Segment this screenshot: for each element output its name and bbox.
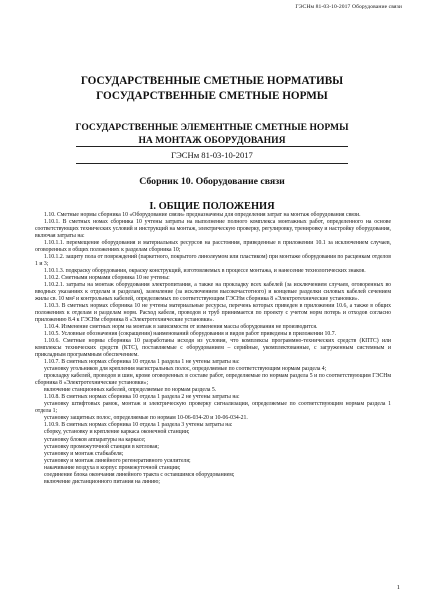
paragraph: 1.10.1.1. перемещение оборудования и материальных ресурсов на расстояния, приведенные в приложении 10.1 за исключением случаев, оговоренных в общих положениях к разделам сборника 10; bbox=[35, 240, 391, 254]
paragraph: накачивание воздуха в корпус промежуточной станции; bbox=[44, 464, 181, 471]
paragraph: соединение блока окончания линейного тракта с оставшимся оборудованием; bbox=[44, 471, 235, 478]
paragraph: 1.10.1. В сметных номах сборника 10 учтены затраты на выполнение полного комплекса монтажных работ, определенного на основе соответствующих технических условий и инструкций на монтаж, электрическую проверку, регулировку, тренировку и настройку оборудования, включая затраты на: bbox=[35, 219, 391, 240]
paragraph: 1.10.1.3. подкраску оборудования, окраску конструкций, изготовляемых в процессе монтажа, и нанесение технологических знаков. bbox=[44, 268, 366, 275]
title-line-2: ГОСУДАРСТВЕННЫЕ СМЕТНЫЕ НОРМЫ bbox=[96, 90, 328, 102]
paragraph: 1.10.2.1. затраты на монтаж оборудования электропитания, а также на прокладку всех кабелей (за исключением случаев, оговоренных во вводных указаниях к отделам и разделам), заземление (за исключением высокочастотного) и концевые разделки силовых кабелей сечением жилы св. 10 мм² и контрольных кабелей, определяемых по соответствующим ГЭСНм сборника 8 «Электротехнические установки». bbox=[35, 282, 391, 303]
paragraph: установку защитных полос, определяемые по нормам 10-06-034-20 и 10-06-034-21. bbox=[44, 415, 248, 422]
title-line-3: ГОСУДАРСТВЕННЫЕ ЭЛЕМЕНТНЫЕ СМЕТНЫЕ НОРМЫ bbox=[75, 122, 349, 133]
paragraph: 1.10.7. В сметных нормах сборника 10 отдела 1 раздела 1 не учтены затраты на: bbox=[44, 359, 240, 366]
paragraph: 1.10.9. В сметных нормах сборника 10 отдела 1 раздела 3 учтены затраты на: bbox=[44, 422, 233, 429]
paragraph: установку и монтаж линейного регенеративного усилителя; bbox=[44, 457, 191, 464]
paragraph: установку угольников для крепления магистральных полос, определяемые по соответствующим нормам раздела 4; bbox=[44, 366, 327, 373]
paragraph: установку блоков аппаратуры на каркасе; bbox=[44, 436, 146, 443]
collection-title: Сборник 10. Оборудование связи bbox=[139, 176, 285, 187]
body-text bbox=[35, 212, 391, 486]
paragraph: 1.10.5. Условные обозначения (сокращения) наименований оборудования и видов работ приведены в приложении 10.7. bbox=[44, 331, 337, 338]
divider-top bbox=[76, 146, 348, 147]
paragraph: установку штифтовых рамок, монтаж и электрическую проверку сигнализации, определяемые по соответствующим нормам раздела 1 отдела 1; bbox=[35, 401, 391, 415]
paragraph: установку и монтаж стабкабеля; bbox=[44, 450, 124, 457]
paragraph: прокладку кабелей, проводов и шин, кроме оговоренных в составе работ, определяемые по нормам раздела 5 и по соответствующим ГЭСНм сборника 8 «Электротехнические установки»; bbox=[35, 373, 391, 387]
paragraph: 1.10. Сметные нормы сборника 10 «Оборудование связи» предназначены для определения затрат на монтаж оборудования связи. bbox=[44, 212, 361, 218]
document-code: ГЭСНм 81-03-10-2017 bbox=[171, 150, 253, 160]
page-number: 1 bbox=[396, 584, 400, 591]
paragraph: 1.10.2. Сметными нормами сборника 10 не учтены: bbox=[44, 275, 170, 282]
paragraph: 1.10.6. Сметные нормы сборника 10 разработаны исходя из условия, что комплексы программно-технических средств (КПТС) или комплексы технических средств (КТС), поставляемые с оборудованием – серийные, укомплектованные, с загруженным системным и прикладным программным обеспечением. bbox=[35, 338, 391, 359]
paragraph: включение дистанционного питания на линию; bbox=[44, 478, 160, 485]
paragraph: 1.10.8. В сметных нормах сборника 10 отдела 1 раздела 2 не учтены затраты на: bbox=[44, 394, 240, 401]
paragraph: включение станционных кабелей, определяемые по нормам раздела 5. bbox=[44, 387, 217, 394]
paragraph: сборку, установку и крепление каркаса оконечной станции; bbox=[44, 429, 190, 436]
title-line-1: ГОСУДАРСТВЕННЫЕ СМЕТНЫЕ НОРМАТИВЫ bbox=[80, 75, 344, 87]
paragraph: 1.10.4. Изменение сметных норм на монтаж в зависимости от изменения массы оборудования не производится. bbox=[44, 324, 318, 331]
running-header: ГЭСНм 81-03-10-2017 Оборудование связи bbox=[295, 4, 402, 10]
title-block bbox=[0, 74, 424, 147]
paragraph: 1.10.1.2. защиту пола от повреждений (паркетного, покрытого линолеумом или пластиком) при монтаже оборудования по расценкам отделов 1 и 3; bbox=[35, 254, 391, 268]
paragraph: 1.10.3. В сметных нормах сборника 10 не учтены материальные ресурсы, перечень которых приведен в приложении 10.6, а также в общих положениях к отделам и разделам норм. Расход кабеля, проводов и труб принимается по проекту с учетом норм потерь и отходов согласно приложению 8.4 к ГЭСНм сборника 8 «Электротехнические установки». bbox=[35, 303, 391, 324]
section-title: I. ОБЩИЕ ПОЛОЖЕНИЯ bbox=[149, 201, 275, 212]
divider-bottom bbox=[76, 163, 348, 164]
title-line-4: НА МОНТАЖ ОБОРУДОВАНИЯ bbox=[138, 134, 286, 146]
paragraph: установку промежуточной станции в котловая; bbox=[44, 443, 159, 450]
